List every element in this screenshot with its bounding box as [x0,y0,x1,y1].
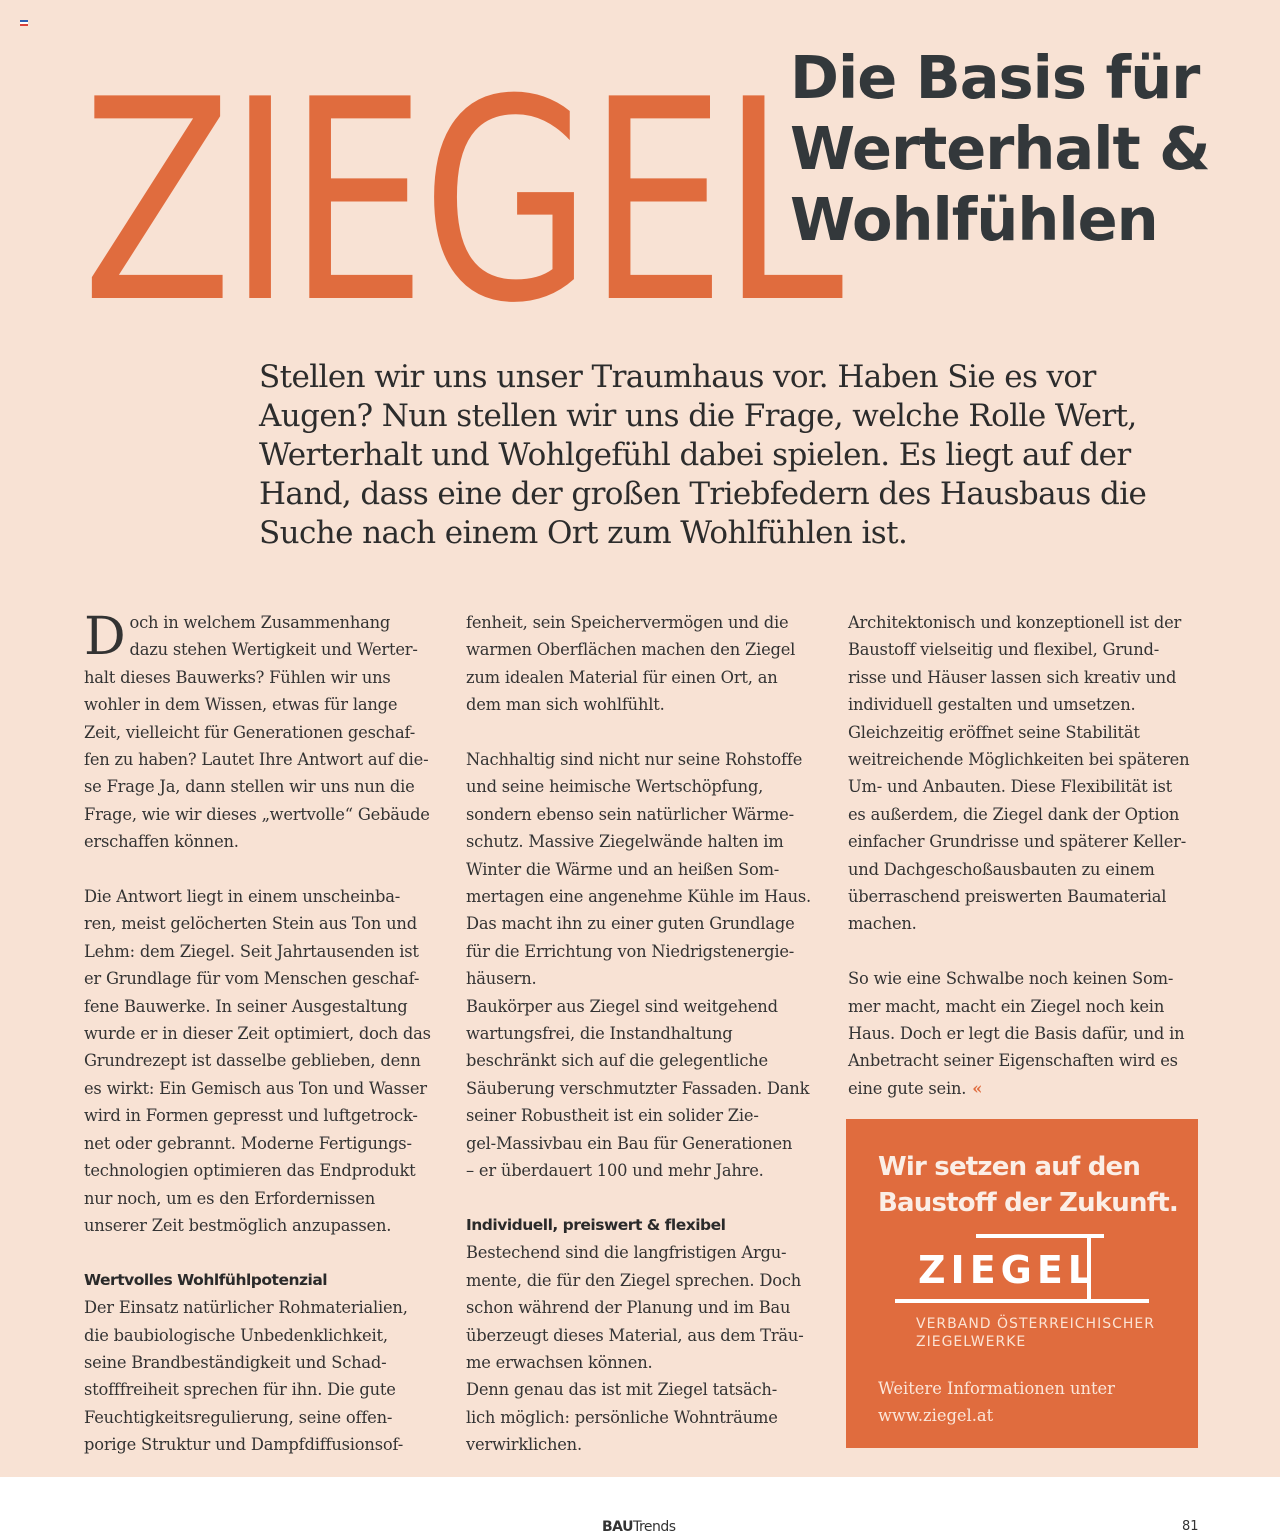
text-line: – er überdauert 100 und mehr Jahre. [466,1161,764,1181]
headline [790,42,1250,255]
text-line: dem man sich wohlfühlt. [466,695,665,715]
text-line: Anbetracht seiner Eigenschaften wird es [848,1051,1178,1071]
ziegel-ad-box [846,1119,1198,1448]
text-line: es außerdem, die Ziegel dank der Option [848,804,1180,824]
text-line: wird in Formen gepresst und luftgetrock- [84,1106,418,1126]
text-line: ren, meist gelöcherten Stein aus Ton und [84,914,417,934]
text-line: erschaffen können. [84,832,239,852]
text-line: lich möglich: persönliche Wohnträume [466,1407,778,1427]
text-line: Zeit, vielleicht für Generationen geschaf- [84,722,415,742]
paragraph [84,883,444,1239]
text-line: Feuchtigkeitsregulierung, seine offen- [84,1407,393,1427]
text-line: Winter die Wärme und an heißen Som- [466,859,780,879]
text-line: schon während der Planung und im Bau [466,1298,791,1318]
end-mark-icon: « [972,1078,983,1098]
text-line: überzeugt dieses Material, aus dem Träu- [466,1325,804,1345]
text-line: er Grundlage für vom Menschen geschaf- [84,969,420,989]
article-column-3 [848,609,1208,1102]
headline-line: Die Basis für [790,43,1200,112]
text-line: mente, die für den Ziegel sprechen. Doch [466,1270,802,1290]
text-line: Architektonisch und konzeptionell ist der [848,613,1182,632]
paragraph [84,1294,444,1458]
text-line: machen. [848,914,917,934]
ziegel-logo-word: ZIEGEL [918,1248,1098,1292]
logo-subtitle [916,1315,1155,1351]
text-line: Lehm: dem Ziegel. Seit Jahrtausenden ist [84,941,419,961]
text-line: für die Errichtung von Niedrigstenergie- [466,941,795,961]
logo-subtitle-line: ZIEGELWERKE [916,1334,1027,1350]
text-line: Haus. Doch er legt die Basis dafür, und in [848,1024,1185,1044]
article-column-2 [466,609,826,1459]
text-line: Grundrezept ist dasselbe geblieben, denn [84,1051,421,1071]
paragraph [466,1239,826,1458]
text-line: Bestechend sind die langfristigen Argu- [466,1243,787,1263]
footer-brand: BAUTrends [602,1519,676,1535]
text-line: seiner Robustheit ist ein solider Zie- [466,1106,759,1126]
text-line: und seine heimische Wertschöpfung, [466,777,764,797]
text-line: stofffreiheit sprechen für ihn. Die gute [84,1380,396,1400]
text-line: überraschend preiswerten Baumaterial [848,887,1167,907]
text-line: mertagen eine angenehme Kühle im Haus. [466,887,812,907]
subheading: Wertvolles Wohlfühlpotenzial [84,1270,328,1289]
text-line: Gleichzeitig eröffnet seine Stabilität [848,722,1140,742]
text-line: wartungsfrei, die Instandhaltung [466,1024,733,1044]
text-line: einfacher Grundrisse und späterer Keller- [848,832,1187,852]
text-line: seine Brandbeständigkeit und Schad- [84,1352,387,1372]
text-line: nur noch, um es den Erfordernissen [84,1188,376,1208]
text-line: fene Bauwerke. In seiner Ausgestaltung [84,996,408,1016]
subheading: Individuell, preiswert & flexibel [466,1215,726,1234]
text-line: Baukörper aus Ziegel sind weitgehend [466,996,778,1016]
text-line: Baustoff vielseitig und flexibel, Grund- [848,640,1160,660]
headline-line: Wohlfühlen [790,185,1158,254]
text-line: Das macht ihn zu einer guten Grundlage [466,914,795,934]
logo-rule-top [976,1234,1104,1238]
ad-slogan-line: Wir setzen auf den [878,1152,1141,1182]
text-line: risse und Häuser lassen sich kreativ und [848,667,1177,687]
text-line: Um- und Anbauten. Diese Flexibilität ist [848,777,1172,797]
text-line: zum idealen Material für einen Ort, an [466,667,778,687]
text-line: unserer Zeit bestmöglich anzupassen. [84,1215,392,1235]
text-line: es wirkt: Ein Gemisch aus Ton und Wasser [84,1078,427,1098]
text-line: wohler in dem Wissen, etwas für lange [84,695,398,715]
paragraph [84,609,444,856]
paragraph [848,965,1208,1075]
paragraph [466,746,826,1185]
paragraph [466,609,826,719]
text-line: individuell gestalten und umsetzen. [848,695,1136,715]
text-line: mer macht, macht ein Ziegel noch kein [848,996,1165,1016]
text-line: halt dieses Bauwerks? Fühlen wir uns [84,667,391,687]
flag-icon [20,20,28,26]
article-column-1 [84,609,444,1459]
text-line: net oder gebrannt. Moderne Fertigungs- [84,1133,412,1153]
page-number: 81 [1182,1519,1199,1534]
text-line: Der Einsatz natürlicher Rohmaterialien, [84,1298,408,1318]
text-line: eine gute sein. « [848,1078,983,1098]
logo-subtitle-line: VERBAND ÖSTERREICHISCHER [916,1316,1155,1332]
text-line: fen zu haben? Lautet Ihre Antwort auf die- [84,750,429,770]
ad-info [878,1375,1115,1429]
headline-line: Werterhalt & [790,114,1210,183]
text-line: fenheit, sein Speichervermögen und die [466,613,789,632]
text-line: beschränkt sich auf die gelegentliche [466,1051,768,1071]
ad-website-link[interactable]: www.ziegel.at [878,1406,994,1425]
ad-slogan [878,1149,1188,1221]
text-line: Säuberung verschmutzter Fassaden. Dank [466,1078,810,1098]
text-line: verwirklichen. [466,1435,582,1455]
text-line: wurde er in dieser Zeit optimiert, doch das [84,1024,431,1044]
text-line: technologien optimieren das Endprodukt [84,1161,416,1181]
ad-info-line: Weitere Informationen unter [878,1379,1115,1398]
text-line: me erwachsen können. [466,1352,653,1372]
text-line: weitreichende Möglichkeiten bei späteren [848,750,1190,770]
text-line: gel-Massivbau ein Bau für Generationen [466,1133,793,1153]
text-line: Nachhaltig sind nicht nur seine Rohstoffe [466,750,803,770]
text-line: und Dachgeschoßausbauten zu einem [848,859,1155,879]
text-line: Frage, wie wir dieses „wertvolle“ Gebäude [84,804,430,824]
text-line: Die Antwort liegt in einem unscheinba- [84,887,401,907]
text-line: die baubiologische Unbedenklichkeit, [84,1325,388,1345]
text-line: sondern ebenso sein natürlicher Wärme- [466,804,794,824]
big-title-word: ZIEGEL [82,40,839,364]
text-line: häusern. [466,969,537,989]
text-line: Denn genau das ist mit Ziegel tatsäch- [466,1380,778,1400]
text-line: och in welchem Zusammenhang [129,613,391,632]
paragraph [848,609,1208,938]
text-line: So wie eine Schwalbe noch keinen Som- [848,969,1174,989]
logo-rule-bottom [895,1299,1149,1303]
text-line: dazu stehen Wertigkeit und Werter- [129,640,418,660]
text-line: porige Struktur und Dampfdiffusionsof- [84,1435,404,1455]
lead-paragraph: Stellen wir uns unser Traumhaus vor. Haben Sie es vor Augen? Nun stellen wir uns die Frage, welche Rolle Wert, Werterhalt und Wohlgefühl dabei spielen. Es liegt auf der Hand, dass eine der großen Triebfedern des Hausbaus die Suche nach einem Ort zum Wohlfühlen ist. [259,359,1147,551]
drop-cap: D [84,607,126,667]
text-line: se Frage Ja, dann stellen wir uns nun die [84,777,415,797]
text-line: warmen Oberflächen machen den Ziegel [466,640,796,660]
text-line: schutz. Massive Ziegelwände halten im [466,832,784,852]
ad-slogan-line: Baustoff der Zukunft. [878,1188,1178,1218]
